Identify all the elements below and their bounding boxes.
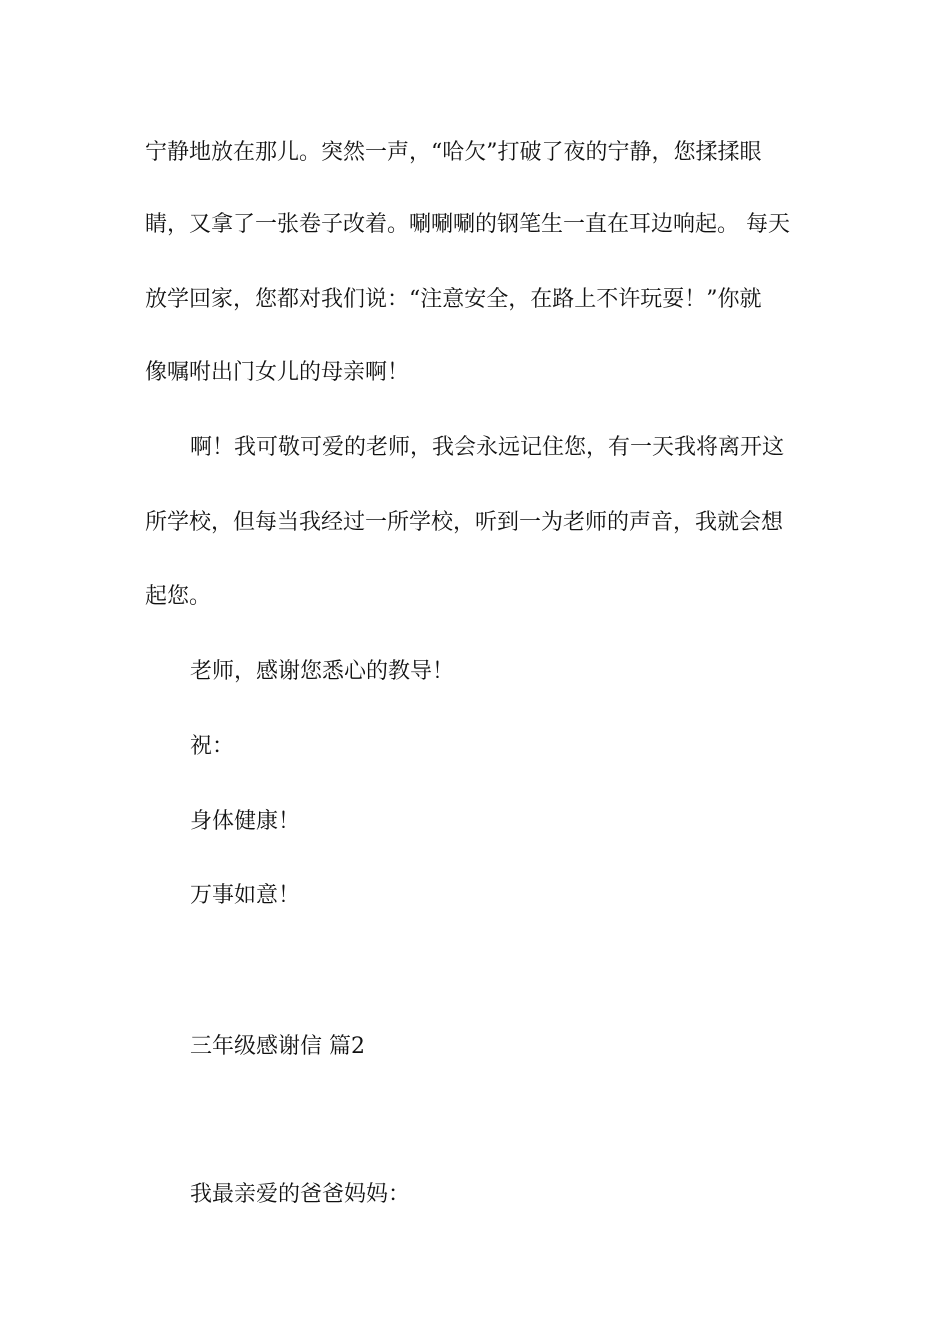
wish-line: 身体健康！ (190, 809, 301, 834)
thanks-line: 老师，感谢您悉心的教导！ (190, 659, 455, 684)
salutation: 我最亲爱的爸爸妈妈： (190, 1182, 411, 1207)
paragraph-line: 睛，又拿了一张卷子改着。唰唰唰的钢笔生一直在耳边响起。 每天 (145, 212, 790, 237)
paragraph-line: 啊！我可敬可爱的老师，我会永远记住您，有一天我将离开这 (190, 435, 785, 460)
section-heading: 三年级感谢信 篇2 (190, 1034, 365, 1059)
paragraph-line: 起您。 (145, 584, 212, 609)
wish-line: 万事如意！ (190, 883, 301, 908)
paragraph-line: 像嘱咐出门女儿的母亲啊！ (145, 360, 410, 385)
paragraph-line: 宁静地放在那儿。突然一声，“哈欠”打破了夜的宁静，您揉揉眼 (145, 140, 762, 165)
paragraph-line: 放学回家，您都对我们说：“注意安全，在路上不许玩耍！”你就 (145, 287, 762, 312)
wish-line: 祝： (190, 734, 235, 759)
paragraph-line: 所学校，但每当我经过一所学校，听到一为老师的声音，我就会想 (145, 510, 784, 535)
